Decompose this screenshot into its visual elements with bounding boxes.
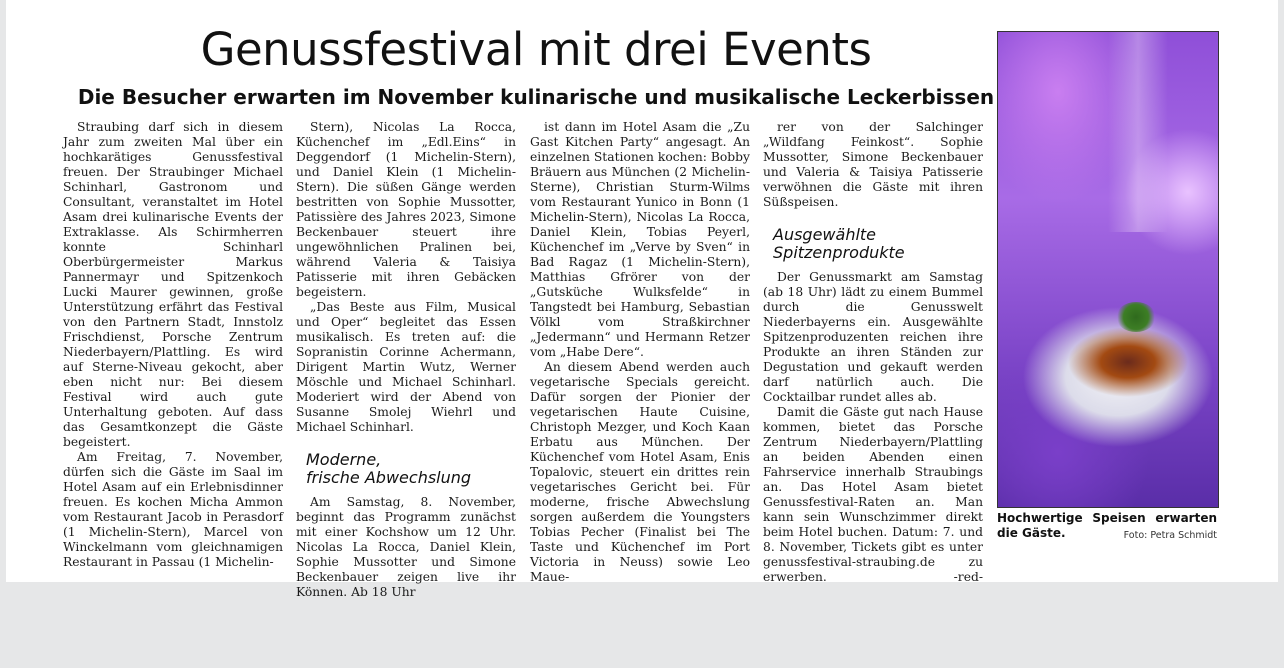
paragraph-text: Damit die Gäste gut nach Hause kommen, bietet das Porsche Zentrum Niederbayern/Plattling an beiden Abenden einen Fahrservice innerhalb Straubings an. Das Hotel Asam bietet Genussfestival-Raten an. Man kann sein Wunschzimmer direkt beim Hotel buchen. Datum: 7. und 8. November, Tickets gibt es unter genussfestival-straubing.de zu erwerben. <box>763 405 983 584</box>
newspaper-page <box>6 0 1278 599</box>
paragraph: Am Freitag, 7. November, dürfen sich die Gäste im Saal im Hotel Asam auf ein Erlebnisdinner freuen. Es kochen Micha Ammon vom Restaurant Jacob in Perasdorf (1 Michelin-Stern), Marcel von Winckelmann vom gleichnamigen Restaurant in Passau (1 Michelin- <box>63 450 283 569</box>
article-column-1 <box>63 120 283 570</box>
paragraph: rer von der Salchinger „Wildfang Feinkost“. Sophie Mussotter, Simone Beckenbauer und Valeria & Taisiya Patisserie verwöhnen die Gäste mit ihren Süßspeisen. <box>763 120 983 209</box>
section-heading-line: Ausgewählte <box>773 225 877 244</box>
paragraph: „Das Beste aus Film, Musical und Oper“ begleitet das Essen musikalisch. Es treten auf: die Sopranistin Corinne Achermann, Dirigent Martin Wutz, Werner Möschle und Michael Schinharl. Moderiert wird der Abend von Susanne Smolej Wiehrl und Michael Schinharl. <box>296 300 516 434</box>
headline: Genussfestival mit drei Events <box>200 23 872 76</box>
article-column-4 <box>763 120 983 585</box>
paragraph: Straubing darf sich in diesem Jahr zum zweiten Mal über ein hochkarätiges Genussfestival freuen. Der Straubinger Michael Schinharl, Gastronom und Consultant, veranstaltet im Hotel Asam drei kulinarische Events der Extraklasse. Als Schirmherren konnte Schinharl Oberbürgermeister Markus Pannermayr und Spitzenkoch Lucki Maurer gewinnen, große Unterstützung erfährt das Festival von den Partnern Stadt, Innstolz Frischdienst, Porsche Zentrum Niederbayern/Plattling. Es wird auf Sterne-Niveau gekocht, aber eben nicht nur: Bei diesem Festival wird auch gute Unterhaltung geboten. Auf dass das Gesamtkonzept die Gäste begeistert. <box>63 120 283 449</box>
section-heading-line: Moderne, <box>306 450 382 469</box>
caption-text: Hochwertige Speisen erwarten die Gäste. <box>997 511 1217 540</box>
garnish <box>1116 302 1156 332</box>
paragraph: Der Genussmarkt am Samstag (ab 18 Uhr) lädt zu einem Bummel durch die Genusswelt Niederbayerns ein. Ausgewählte Spitzenproduzenten reichen ihre Produkte an ihren Ständen zur Degustation und gekauft werden darf natürlich auch. Die Cocktailbar rundet alles ab. <box>763 270 983 404</box>
paragraph: Stern), Nicolas La Rocca, Küchenchef im „Edl.Eins“ in Deggendorf (1 Michelin-Stern), und Daniel Klein (1 Michelin-Stern). Die süßen Gänge werden bestritten von Sophie Mussotter, Patissière des Jahres 2023, Simone Beckenbauer steuert ihre ungewöhnlichen Pralinen bei, während Valeria & Taisiya Patisserie mit ihren Gebäcken begeistern. <box>296 120 516 299</box>
section-heading <box>306 451 516 487</box>
subheadline: Die Besucher erwarten im November kulinarische und musikalische Leckerbissen <box>77 85 995 109</box>
paragraph: Am Samstag, 8. November, beginnt das Programm zunächst mit einer Kochshow um 12 Uhr. Nicolas La Rocca, Daniel Klein, Sophie Mussotter und Simone Beckenbauer zeigen live ihr Können. Ab 18 Uhr <box>296 495 516 599</box>
paragraph: An diesem Abend werden auch vegetarische Specials gereicht. Dafür sorgen der Pionier der vegetarischen Haute Cuisine, Christoph Mezger, und Koch Kaan Erbatu aus München. Der Küchenchef vom Hotel Asam, Enis Topalovic, steuert ein drittes rein vegetarisches Gericht bei. Für moderne, frische Abwechslung sorgen außerdem die Youngsters Tobias Pecher (Finalist bei The Taste und Küchenchef im Port Victoria in Neuss) sowie Leo Maue- <box>530 360 750 584</box>
paragraph: ist dann im Hotel Asam die „Zu Gast Kitchen Party“ angesagt. An einzelnen Stationen kochen: Bobby Bräuern aus München (2 Michelin-Sterne), Christian Sturm-Wilms vom Restaurant Yunico in Bonn (1 Michelin-Stern), Nicolas La Rocca, Daniel Klein, Tobias Peyerl, Küchenchef im „Verve by Sven“ in Bad Ragaz (1 Michelin-Stern), Matthias Gfrörer von der „Gutsküche Wulksfelde“ in Tangstedt bei Hamburg, Sebastian Völkl vom Straßkirchner „Jedermann“ und Hermann Retzer vom „Habe Dere“. <box>530 120 750 359</box>
article-column-3 <box>530 120 750 585</box>
photo-caption <box>997 511 1217 543</box>
photo-credit: Foto: Petra Schmidt <box>1123 530 1217 541</box>
section-heading-line: Spitzenprodukte <box>773 243 905 262</box>
article-column-2 <box>296 120 516 600</box>
section-heading-line: frische Abwechslung <box>306 468 472 487</box>
author-signature: -red- <box>953 570 983 584</box>
section-heading <box>773 226 983 262</box>
paragraph <box>763 405 983 585</box>
glass-reflection <box>1108 32 1168 232</box>
food-photo <box>997 31 1219 508</box>
